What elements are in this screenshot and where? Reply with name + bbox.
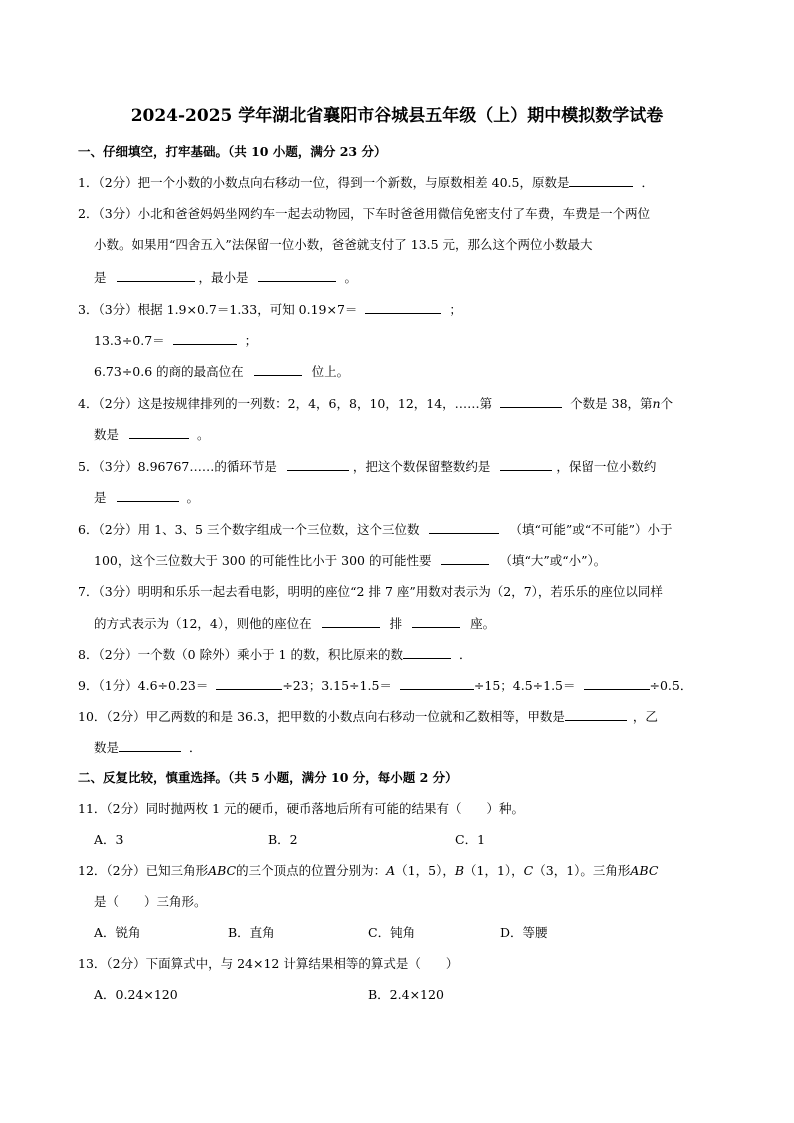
- q5-text-e: 。: [186, 490, 199, 505]
- question-12-line-2: 是（ ）三角形。: [94, 894, 207, 909]
- q6-text-a: 6．（2分）用 1、3、5 三个数字组成一个三位数，这个三位数: [78, 522, 420, 537]
- question-5-line-1: [78, 457, 656, 476]
- q6-blank-1[interactable]: [429, 520, 499, 534]
- q3-blank-3[interactable]: [254, 362, 302, 376]
- q9-blank-1[interactable]: [216, 676, 282, 690]
- q10-text-a: 10．（2分）甲乙两数的和是 36.3，把甲数的小数点向右移动一位就和乙数相等，甲数是: [78, 709, 565, 724]
- q12-option-d[interactable]: D．等腰: [500, 925, 548, 940]
- q1-tail: ．: [641, 175, 654, 190]
- q12-option-b[interactable]: B．直角: [228, 925, 275, 940]
- question-2-line-3: [94, 268, 357, 287]
- question-1: [78, 173, 654, 192]
- question-3-line-1: [78, 300, 462, 319]
- q10-blank-1[interactable]: [565, 707, 627, 721]
- q13-option-b[interactable]: B．2.4×120: [368, 987, 444, 1002]
- q1-text: 1．（2分）把一个小数的小数点向右移动一位，得到一个新数，与原数相差 40.5，原数是: [78, 175, 570, 190]
- question-6-line-1: [78, 520, 673, 539]
- q13-option-a[interactable]: A．0.24×120: [94, 987, 178, 1002]
- q8-text: 8．（2分）一个数（0 除外）乘小于 1 的数，积比原来的数: [78, 647, 403, 662]
- q12-triangle-name-2: ABC: [630, 863, 659, 878]
- question-13: 13．（2分）下面算式中，与 24×12 计算结果相等的算式是（ ）: [78, 956, 459, 971]
- q9-blank-3[interactable]: [584, 676, 650, 690]
- q2-text-b: ，最小是: [198, 270, 249, 285]
- q3-blank-2[interactable]: [173, 331, 237, 345]
- q2-blank-max[interactable]: [117, 268, 195, 282]
- q4-var-n: n: [652, 396, 661, 411]
- question-7-line-1: 7．（3分）明明和乐乐一起去看电影，明明的座位“2 排 7 座”用数对表示为（2，7），若乐乐的座位以同样: [78, 584, 663, 599]
- q4-text-d: 数是: [94, 427, 120, 442]
- q10-blank-2[interactable]: [119, 738, 181, 752]
- question-3-line-3: [94, 362, 349, 381]
- q9-text-b: ÷23；3.15÷1.5＝: [282, 678, 392, 693]
- question-8: [78, 645, 472, 664]
- q11-option-b[interactable]: B．2: [268, 832, 298, 847]
- q6-text-c: 100，这个三位数大于 300 的可能性比小于 300 的可能性要: [94, 553, 432, 568]
- page-title: 2024-2025 学年湖北省襄阳市谷城县五年级（上）期中模拟数学试卷: [130, 106, 664, 126]
- q8-tail: ．: [458, 647, 472, 662]
- question-5-line-2: [94, 488, 199, 507]
- q3-text-b: ；: [449, 302, 462, 317]
- q5-text-c: ，保留一位小数约: [556, 459, 657, 474]
- q5-text-a: 5．（3分）8.96767……的循环节是: [78, 459, 277, 474]
- q7-text-a: 的方式表示为（12，4），则他的座位在: [94, 616, 312, 631]
- q4-text-c: 个: [660, 396, 674, 411]
- q10-text-d: ．: [189, 740, 202, 755]
- q5-text-d: 是: [94, 490, 107, 505]
- q8-blank[interactable]: [403, 645, 451, 659]
- question-6-line-2: [94, 551, 606, 570]
- question-4-line-1: [78, 394, 673, 413]
- q12-coord-c: （3，1）。三角形: [533, 863, 631, 878]
- q4-blank-1[interactable]: [500, 394, 562, 408]
- question-11: 11．（2分）同时抛两枚 1 元的硬币，硬币落地后所有可能的结果有（ ）种。: [78, 801, 525, 816]
- q12-text-b: 的三个顶点的位置分别为：: [236, 863, 387, 878]
- q9-blank-2[interactable]: [400, 676, 474, 690]
- q6-text-d: （填“大”或“小”）。: [499, 553, 607, 568]
- q10-text-b: ，乙: [632, 709, 658, 724]
- q4-blank-2[interactable]: [129, 425, 189, 439]
- question-10-line-1: [78, 707, 658, 726]
- question-2-line-1: 2．（3分）小北和爸爸妈妈坐网约车一起去动物园，下车时爸爸用微信免密支付了车费，车费是一个两位: [78, 206, 651, 221]
- q4-text-a: 4．（2分）这是按规律排列的一列数：2，4，6，8，10，12，14，……第: [78, 396, 493, 411]
- q2-text-a: 是: [94, 270, 107, 285]
- question-12-line-1: [78, 862, 658, 880]
- q9-text-d: ÷0.5．: [649, 678, 693, 693]
- q3-text-c: 13.3÷0.7＝: [94, 333, 165, 348]
- question-4-line-2: [94, 425, 210, 444]
- q12-point-b: B: [454, 863, 465, 878]
- q5-blank-1[interactable]: [287, 457, 349, 471]
- q6-blank-2[interactable]: [441, 551, 489, 565]
- q1-blank[interactable]: [569, 173, 633, 187]
- question-10-line-2: [94, 738, 202, 757]
- section-2-heading: 二、反复比较，慎重选择。（共 5 小题，满分 10 分，每小题 2 分）: [78, 770, 458, 785]
- q7-text-b: 排: [389, 616, 403, 631]
- q7-text-c: 座。: [470, 616, 496, 631]
- q7-blank-1[interactable]: [322, 614, 380, 628]
- q10-text-c: 数是: [94, 740, 120, 755]
- q7-blank-2[interactable]: [412, 614, 460, 628]
- question-7-line-2: [94, 614, 495, 633]
- section-1-heading: 一、仔细填空，打牢基础。（共 10 小题，满分 23 分）: [78, 144, 387, 159]
- q12-text-a: 12．（2分）已知三角形: [78, 863, 209, 878]
- question-2-line-2: 小数。如果用“四舍五入”法保留一位小数，爸爸就支付了 13.5 元，那么这个两位小数最大: [94, 237, 593, 252]
- q3-text-a: 3．（3分）根据 1.9×0.7＝1.33，可知 0.19×7＝: [78, 302, 358, 317]
- q5-blank-2[interactable]: [500, 457, 552, 471]
- q3-blank-1[interactable]: [365, 300, 441, 314]
- q5-text-b: ，把这个数保留整数约是: [352, 459, 491, 474]
- q2-text-c: 。: [344, 270, 357, 285]
- q3-text-d: ；: [244, 333, 258, 348]
- q9-text-a: 9．（1分）4.6÷0.23＝: [78, 678, 209, 693]
- q6-text-b: （填“可能”或“不可能”）小于: [509, 522, 673, 537]
- q11-option-c[interactable]: C．1: [455, 832, 486, 847]
- q12-point-a: A: [386, 863, 396, 878]
- q12-triangle-name: ABC: [208, 863, 237, 878]
- question-9: [78, 676, 692, 695]
- q9-text-c: ÷15；4.5÷1.5＝: [473, 678, 576, 693]
- q3-text-e: 6.73÷0.6 的商的最高位在: [94, 364, 244, 379]
- q4-text-e: 。: [196, 427, 210, 442]
- q4-text-b: 个数是 38，第: [570, 396, 653, 411]
- q11-option-a[interactable]: A．3: [94, 832, 124, 847]
- q12-point-c: C: [523, 863, 534, 878]
- q12-coord-a: （1，5），: [395, 863, 455, 878]
- q12-option-a[interactable]: A．锐角: [94, 925, 141, 940]
- q3-text-f: 位上。: [311, 364, 350, 379]
- q12-option-c[interactable]: C．钝角: [368, 925, 416, 940]
- q2-blank-min[interactable]: [258, 268, 336, 282]
- q12-coord-b: （1，1），: [464, 863, 524, 878]
- q5-blank-3[interactable]: [117, 488, 179, 502]
- question-3-line-2: [94, 331, 257, 350]
